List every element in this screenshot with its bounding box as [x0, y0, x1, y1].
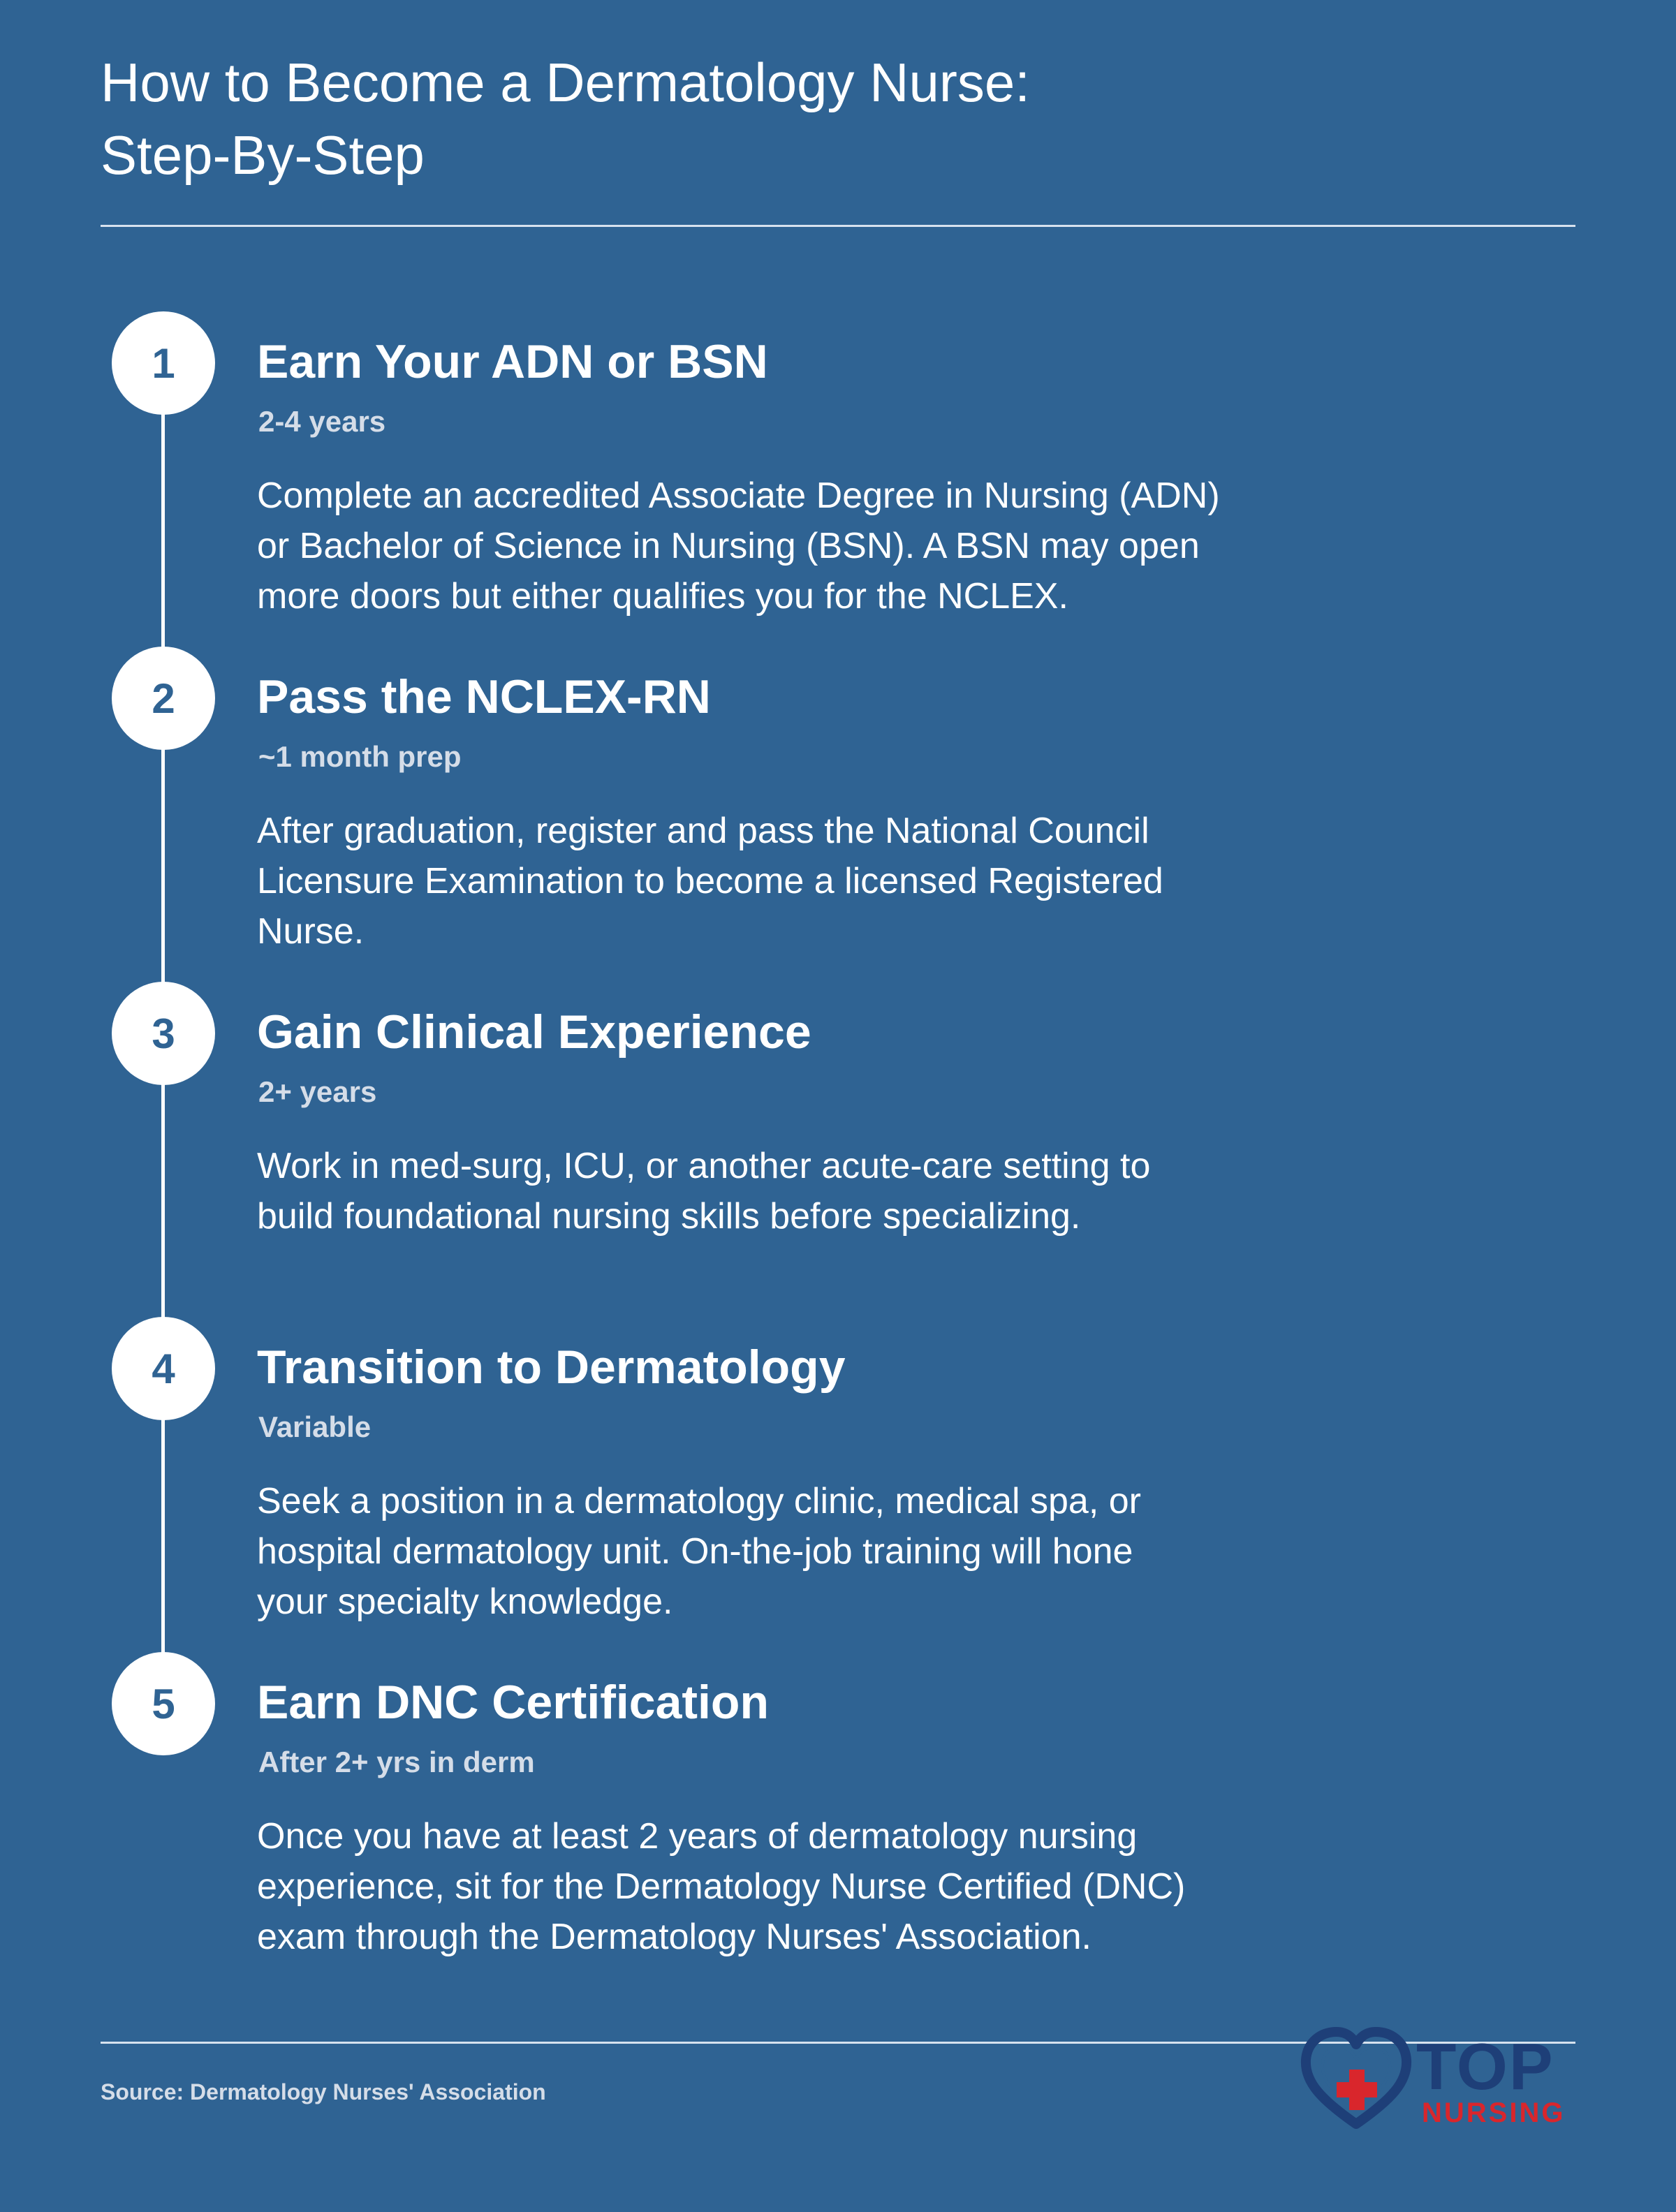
- step-description-line: Complete an accredited Associate Degree in Nursing (ADN): [257, 475, 1220, 516]
- page-title-line-1: How to Become a Dermatology Nurse:: [101, 52, 1030, 113]
- step-description-line: Seek a position in a dermatology clinic, medical spa, or: [257, 1481, 1141, 1521]
- step-description-line: more doors but either qualifies you for the NCLEX.: [257, 576, 1068, 617]
- top-divider: [101, 225, 1575, 227]
- step-description: [257, 471, 1374, 621]
- step-description-line: Once you have at least 2 years of dermatology nursing: [257, 1816, 1138, 1857]
- step-title: Earn DNC Certification: [257, 1676, 769, 1729]
- step-description-line: hospital dermatology unit. On-the-job training will hone: [257, 1531, 1133, 1572]
- step-title: Earn Your ADN or BSN: [257, 335, 768, 388]
- step-duration: Variable: [258, 1410, 372, 1443]
- step-duration: After 2+ yrs in derm: [258, 1746, 535, 1778]
- step-duration: ~1 month prep: [258, 740, 462, 773]
- step-number-badge: 2: [112, 647, 215, 750]
- step-description: [257, 806, 1374, 957]
- step-description: [257, 1141, 1374, 1241]
- step-duration: 2-4 years: [258, 405, 386, 438]
- step-description-line: exam through the Dermatology Nurses' Association.: [257, 1917, 1091, 1957]
- step-number-badge: 1: [112, 311, 215, 415]
- step-number-badge: 4: [112, 1317, 215, 1420]
- step-description-line: Work in med-surg, ICU, or another acute-care setting to: [257, 1146, 1151, 1186]
- step-description-line: or Bachelor of Science in Nursing (BSN). A BSN may open: [257, 526, 1200, 566]
- step-title: Gain Clinical Experience: [257, 1005, 811, 1059]
- step-description: [257, 1476, 1374, 1627]
- step-title: Transition to Dermatology: [257, 1341, 846, 1394]
- step-title: Pass the NCLEX-RN: [257, 670, 711, 723]
- step-description-line: After graduation, register and pass the National Council: [257, 811, 1149, 851]
- logo-nursing-text: NURSING: [1422, 2097, 1566, 2128]
- step-description-line: Licensure Examination to become a licensed Registered: [257, 861, 1163, 901]
- heart-cross-icon: [1300, 2026, 1412, 2131]
- step-number-badge: 3: [112, 982, 215, 1085]
- step-description-line: experience, sit for the Dermatology Nurse Certified (DNC): [257, 1866, 1186, 1907]
- logo-top-text: TOP: [1416, 2030, 1554, 2103]
- top-nursing-logo: [1300, 2026, 1580, 2131]
- source-credit: Source: Dermatology Nurses' Association: [101, 2079, 546, 2104]
- page-title: [101, 46, 1030, 191]
- page-title-line-2: Step-By-Step: [101, 124, 425, 186]
- step-description-line: your specialty knowledge.: [257, 1581, 673, 1622]
- step-description-line: Nurse.: [257, 911, 365, 952]
- step-description: [257, 1811, 1374, 1962]
- step-number-badge: 5: [112, 1652, 215, 1755]
- step-description-line: build foundational nursing skills before specializing.: [257, 1196, 1081, 1237]
- step-duration: 2+ years: [258, 1075, 377, 1108]
